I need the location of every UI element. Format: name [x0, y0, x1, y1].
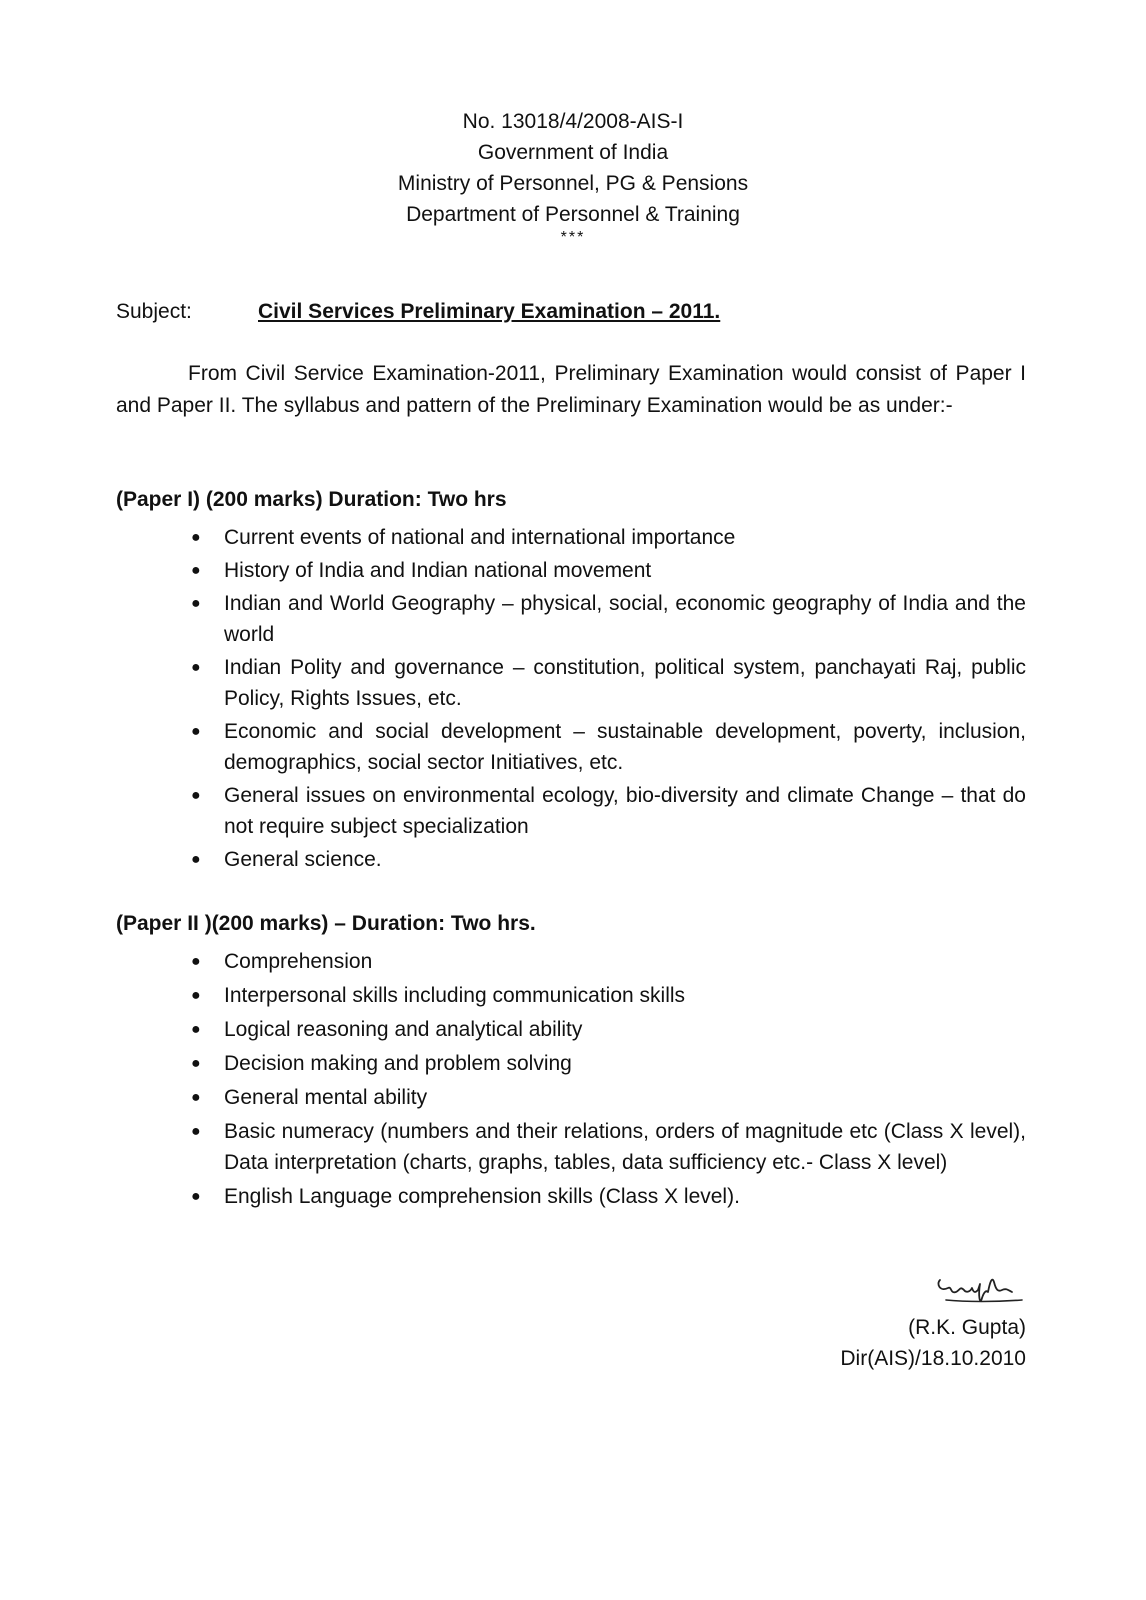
bullet-icon: ●	[191, 1123, 201, 1140]
list-item: ● Economic and social development – sustainable development, poverty, inclusion, demographics, social sector Initiatives, etc.	[116, 716, 1026, 778]
bullet-icon: ●	[191, 1055, 201, 1072]
subject-line	[116, 297, 720, 327]
list-item: ● Indian Polity and governance – constitution, political system, panchayati Raj, public Policy, Rights Issues, etc.	[116, 652, 1026, 714]
list-item: ● Indian and World Geography – physical, social, economic geography of India and the world	[116, 588, 1026, 650]
list-item: ● History of India and Indian national movement	[116, 555, 1026, 586]
letter-header	[0, 106, 1146, 246]
bullet-icon: ●	[191, 595, 201, 612]
paper1-heading: (Paper I) (200 marks) Duration: Two hrs	[116, 488, 507, 511]
bullet-icon: ●	[191, 953, 201, 970]
signature-block	[840, 1262, 1026, 1374]
list-item: ● Interpersonal skills including communication skills	[116, 980, 1026, 1011]
list-item: ● English Language comprehension skills (Class X level).	[116, 1181, 1026, 1212]
signatory-designation: Dir(AIS)/18.10.2010	[840, 1347, 1026, 1370]
list-item: ● General science.	[116, 844, 1026, 875]
bullet-icon: ●	[191, 987, 201, 1004]
signatory-name: (R.K. Gupta)	[908, 1316, 1026, 1339]
list-item: ● Basic numeracy (numbers and their relations, orders of magnitude etc (Class X level), Data interpretation (charts, graphs, tables, data sufficiency etc.- Class X level)	[116, 1116, 1026, 1178]
subject-label: Subject:	[116, 300, 192, 323]
bullet-icon: ●	[191, 1089, 201, 1106]
list-item: ● Logical reasoning and analytical ability	[116, 1014, 1026, 1045]
list-item: ● General issues on environmental ecology, bio-diversity and climate Change – that do not require subject specialization	[116, 780, 1026, 842]
handwritten-signature	[926, 1262, 1026, 1312]
list-item: ● Current events of national and international importance	[116, 522, 1026, 553]
bullet-icon: ●	[191, 723, 201, 740]
bullet-icon: ●	[191, 1188, 201, 1205]
bullet-icon: ●	[191, 659, 201, 676]
intro-paragraph: From Civil Service Examination-2011, Preliminary Examination would consist of Paper I and Paper II. The syllabus and pattern of the Preliminary Examination would be as under:-	[116, 362, 1026, 417]
list-item: ● Comprehension	[116, 946, 1026, 977]
bullet-icon: ●	[191, 851, 201, 868]
list-item: ● Decision making and problem solving	[116, 1048, 1026, 1079]
subject-title: Civil Services Preliminary Examination – 2011.	[258, 300, 721, 323]
government-name: Government of India	[477, 141, 669, 164]
bullet-icon: ●	[191, 562, 201, 579]
department-name: Department of Personnel & Training	[406, 203, 740, 226]
paper2-syllabus-list	[116, 946, 1026, 1215]
header-separator: ***	[560, 229, 586, 246]
paper2-heading: (Paper II )(200 marks) – Duration: Two hrs.	[116, 912, 536, 935]
list-item: ● General mental ability	[116, 1082, 1026, 1113]
ministry-name: Ministry of Personnel, PG & Pensions	[397, 172, 749, 195]
bullet-icon: ●	[191, 529, 201, 546]
bullet-icon: ●	[191, 787, 201, 804]
bullet-icon: ●	[191, 1021, 201, 1038]
paper1-syllabus-list	[116, 522, 1026, 877]
reference-number: No. 13018/4/2008-AIS-I	[462, 110, 684, 133]
